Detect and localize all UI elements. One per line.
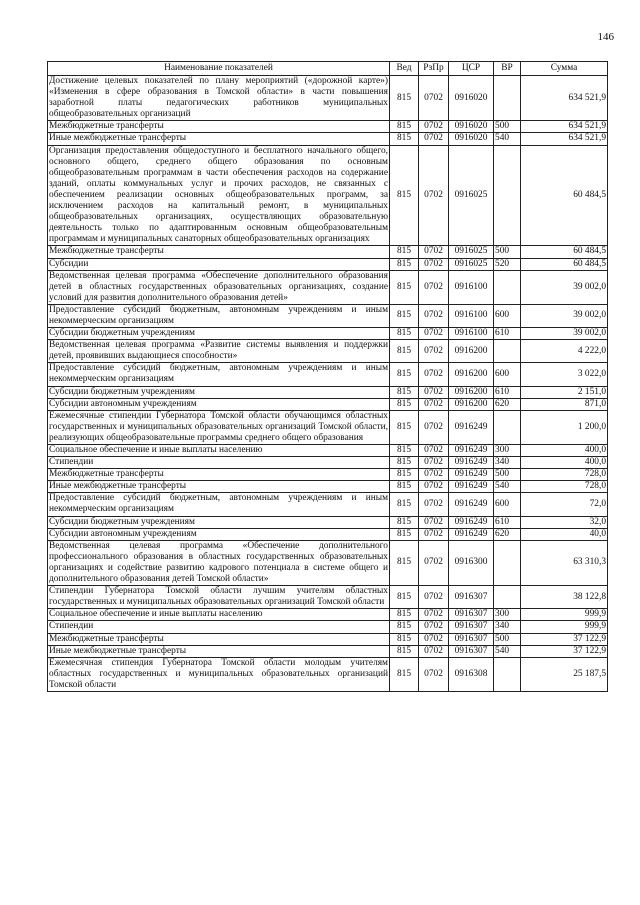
- cell-vr: 500: [494, 633, 521, 645]
- cell-name: Социальное обеспечение и иные выплаты населению: [48, 445, 390, 457]
- cell-sum: 32,0: [521, 516, 608, 528]
- cell-sum: 25 187,5: [521, 657, 608, 691]
- cell-ved: 815: [390, 540, 419, 585]
- cell-ved: 815: [390, 528, 419, 540]
- cell-csr: 0916020: [449, 133, 494, 145]
- cell-vr: [494, 410, 521, 444]
- cell-ved: 815: [390, 633, 419, 645]
- cell-name: Межбюджетные трансферты: [48, 633, 390, 645]
- cell-ved: 815: [390, 270, 419, 304]
- cell-ved: 815: [390, 469, 419, 481]
- cell-ved: 815: [390, 481, 419, 493]
- cell-ved: 815: [390, 609, 419, 621]
- cell-rzpr: 0702: [419, 270, 449, 304]
- cell-rzpr: 0702: [419, 133, 449, 145]
- cell-csr: 0916249: [449, 410, 494, 444]
- cell-name: Стипендии: [48, 621, 390, 633]
- cell-csr: 0916249: [449, 481, 494, 493]
- cell-vr: 610: [494, 328, 521, 340]
- cell-ved: 815: [390, 328, 419, 340]
- cell-name: Ежемесячная стипендия Губернатора Томской области молодым учителям областных государственных и муниципальных образовательных организаций Томской области: [49, 657, 388, 690]
- table-row: [48, 133, 608, 145]
- cell-sum: 3 022,0: [521, 363, 608, 386]
- cell-name: Иные межбюджетные трансферты: [48, 645, 390, 657]
- cell-sum: 38 122,8: [521, 586, 608, 609]
- cell-csr: 0916307: [449, 621, 494, 633]
- cell-rzpr: 0702: [419, 657, 449, 691]
- table-row: [48, 633, 608, 645]
- cell-vr: 340: [494, 621, 521, 633]
- table-row: [48, 516, 608, 528]
- cell-vr: [494, 270, 521, 304]
- cell-rzpr: 0702: [419, 609, 449, 621]
- header-csr: ЦСР: [449, 62, 494, 76]
- cell-name: Межбюджетные трансферты: [48, 246, 390, 258]
- table-row: [48, 410, 608, 444]
- cell-vr: [494, 340, 521, 363]
- cell-rzpr: 0702: [419, 469, 449, 481]
- cell-name: Ежемесячные стипендии Губернатора Томской области обучающимся областных государственных и муниципальных образовательных организаций Томской области, реализующих общеобразовательные программы среднего общего образования: [49, 410, 388, 443]
- cell-csr: 0916025: [449, 258, 494, 270]
- cell-sum: 60 484,5: [521, 258, 608, 270]
- cell-name: Ведомственная целевая программа «Развитие системы выявления и поддержки детей, проявивших выдающиеся способности»: [49, 340, 388, 362]
- header-ved: Вед: [390, 62, 419, 76]
- header-name: Наименование показателей: [48, 62, 390, 76]
- cell-vr: [494, 586, 521, 609]
- cell-ved: 815: [390, 121, 419, 133]
- cell-rzpr: 0702: [419, 528, 449, 540]
- cell-sum: 4 222,0: [521, 340, 608, 363]
- cell-csr: 0916249: [449, 516, 494, 528]
- cell-name: Субсидии: [48, 258, 390, 270]
- table-row: [48, 145, 608, 246]
- table-row: [48, 121, 608, 133]
- cell-vr: [494, 657, 521, 691]
- cell-csr: 0916200: [449, 398, 494, 410]
- cell-csr: 0916249: [449, 528, 494, 540]
- cell-rzpr: 0702: [419, 304, 449, 327]
- cell-ved: 815: [390, 657, 419, 691]
- table-row: [48, 493, 608, 516]
- cell-rzpr: 0702: [419, 246, 449, 258]
- cell-sum: 634 521,9: [521, 133, 608, 145]
- cell-ved: 815: [390, 246, 419, 258]
- cell-rzpr: 0702: [419, 328, 449, 340]
- table-row: [48, 621, 608, 633]
- cell-ved: 815: [390, 621, 419, 633]
- cell-ved: 815: [390, 145, 419, 246]
- cell-vr: 600: [494, 363, 521, 386]
- cell-ved: 815: [390, 445, 419, 457]
- cell-name: Стипендии: [48, 457, 390, 469]
- cell-sum: 63 310,3: [521, 540, 608, 585]
- cell-rzpr: 0702: [419, 516, 449, 528]
- cell-sum: 39 002,0: [521, 270, 608, 304]
- cell-name: Предоставление субсидий бюджетным, автономным учреждениям и иным некоммерческим организациям: [49, 304, 388, 326]
- cell-ved: 815: [390, 304, 419, 327]
- cell-vr: 300: [494, 609, 521, 621]
- header-rzpr: РзПр: [419, 62, 449, 76]
- table-row: [48, 528, 608, 540]
- cell-vr: 620: [494, 528, 521, 540]
- cell-csr: 0916307: [449, 609, 494, 621]
- cell-name: Межбюджетные трансферты: [48, 469, 390, 481]
- cell-csr: 0916249: [449, 445, 494, 457]
- cell-sum: 728,0: [521, 481, 608, 493]
- cell-rzpr: 0702: [419, 457, 449, 469]
- cell-name: Ведомственная целевая программа «Обеспечение дополнительного образования детей в областных государственных образовательных организациях, создание условий для развития дополнительного образования детей»: [49, 270, 388, 303]
- cell-ved: 815: [390, 586, 419, 609]
- cell-vr: 540: [494, 481, 521, 493]
- cell-csr: 0916100: [449, 270, 494, 304]
- cell-name: Субсидии бюджетным учреждениям: [48, 516, 390, 528]
- cell-rzpr: 0702: [419, 398, 449, 410]
- cell-ved: 815: [390, 645, 419, 657]
- cell-ved: 815: [390, 410, 419, 444]
- cell-rzpr: 0702: [419, 645, 449, 657]
- cell-vr: 600: [494, 493, 521, 516]
- cell-name: Социальное обеспечение и иные выплаты населению: [48, 609, 390, 621]
- cell-rzpr: 0702: [419, 386, 449, 398]
- cell-sum: 999,9: [521, 609, 608, 621]
- cell-name: Иные межбюджетные трансферты: [48, 133, 390, 145]
- table-row: [48, 457, 608, 469]
- cell-rzpr: 0702: [419, 145, 449, 246]
- cell-csr: 0916020: [449, 76, 494, 121]
- cell-sum: 37 122,9: [521, 633, 608, 645]
- cell-csr: 0916249: [449, 469, 494, 481]
- cell-rzpr: 0702: [419, 410, 449, 444]
- table-row: [48, 445, 608, 457]
- cell-rzpr: 0702: [419, 340, 449, 363]
- cell-rzpr: 0702: [419, 76, 449, 121]
- cell-ved: 815: [390, 386, 419, 398]
- cell-name: Предоставление субсидий бюджетным, автономным учреждениям и иным некоммерческим организациям: [49, 493, 388, 515]
- table-row: [48, 304, 608, 327]
- cell-vr: 520: [494, 258, 521, 270]
- cell-sum: 72,0: [521, 493, 608, 516]
- table-row: [48, 469, 608, 481]
- cell-rzpr: 0702: [419, 121, 449, 133]
- cell-rzpr: 0702: [419, 540, 449, 585]
- cell-rzpr: 0702: [419, 363, 449, 386]
- cell-vr: 610: [494, 386, 521, 398]
- cell-vr: 600: [494, 304, 521, 327]
- cell-csr: 0916200: [449, 340, 494, 363]
- cell-sum: 1 200,0: [521, 410, 608, 444]
- cell-csr: 0916307: [449, 633, 494, 645]
- cell-sum: 999,9: [521, 621, 608, 633]
- cell-rzpr: 0702: [419, 445, 449, 457]
- cell-name: Стипендии Губернатора Томской области лучшим учителям областных государственных и муниципальных образовательных организаций Томской области: [49, 586, 388, 608]
- cell-csr: 0916249: [449, 493, 494, 516]
- cell-csr: 0916100: [449, 304, 494, 327]
- cell-name: Организация предоставления общедоступного и бесплатного начального общего, основного общего, среднего общего образования по основным общеобразовательным программам в части обеспечения расходов на содержание зданий, оплаты коммунальных услуг и прочих расходов, не связанных с обеспечением реализации основных общеобразовательных программ, за исключением расходов на капитальный ремонт, в муниципальных общеобразовательных организациях, осуществляющих образовательную деятельность только по адаптированным основным общеобразовательным программам и муниципальных санаторных общеобразовательных организациях: [49, 145, 388, 245]
- cell-csr: 0916025: [449, 145, 494, 246]
- table-row: [48, 481, 608, 493]
- cell-rzpr: 0702: [419, 621, 449, 633]
- table-body: [48, 76, 608, 692]
- cell-csr: 0916020: [449, 121, 494, 133]
- cell-sum: 634 521,9: [521, 121, 608, 133]
- table-row: [48, 258, 608, 270]
- cell-sum: 400,0: [521, 445, 608, 457]
- cell-ved: 815: [390, 363, 419, 386]
- cell-rzpr: 0702: [419, 633, 449, 645]
- cell-rzpr: 0702: [419, 481, 449, 493]
- table-row: [48, 645, 608, 657]
- table-row: [48, 340, 608, 363]
- cell-rzpr: 0702: [419, 586, 449, 609]
- header-vr: ВР: [494, 62, 521, 76]
- cell-vr: [494, 540, 521, 585]
- cell-csr: 0916100: [449, 328, 494, 340]
- cell-csr: 0916200: [449, 386, 494, 398]
- table-row: [48, 657, 608, 691]
- cell-sum: 39 002,0: [521, 304, 608, 327]
- cell-name: Предоставление субсидий бюджетным, автономным учреждениям и иным некоммерческим организациям: [49, 363, 388, 385]
- cell-name: Субсидии автономным учреждениям: [48, 528, 390, 540]
- cell-csr: 0916307: [449, 586, 494, 609]
- cell-sum: 728,0: [521, 469, 608, 481]
- budget-table: [47, 61, 608, 692]
- cell-ved: 815: [390, 133, 419, 145]
- table-row: [48, 270, 608, 304]
- cell-ved: 815: [390, 493, 419, 516]
- table-row: [48, 586, 608, 609]
- table-row: [48, 246, 608, 258]
- cell-ved: 815: [390, 398, 419, 410]
- cell-csr: 0916308: [449, 657, 494, 691]
- table-row: [48, 363, 608, 386]
- cell-sum: 400,0: [521, 457, 608, 469]
- table-row: [48, 386, 608, 398]
- cell-vr: 340: [494, 457, 521, 469]
- cell-vr: [494, 76, 521, 121]
- cell-rzpr: 0702: [419, 258, 449, 270]
- table-row: [48, 328, 608, 340]
- table-row: [48, 540, 608, 585]
- cell-csr: 0916249: [449, 457, 494, 469]
- cell-csr: 0916300: [449, 540, 494, 585]
- cell-sum: 37 122,9: [521, 645, 608, 657]
- cell-sum: 60 484,5: [521, 145, 608, 246]
- cell-csr: 0916307: [449, 645, 494, 657]
- cell-name: Субсидии автономным учреждениям: [48, 398, 390, 410]
- cell-vr: 500: [494, 469, 521, 481]
- cell-name: Ведомственная целевая программа «Обеспечение дополнительного профессионального образования в областных государственных образовательных организациях и содействие развитию кадрового потенциала в системе общего и дополнительного образования детей Томской области»: [49, 540, 388, 585]
- table-header-row: [48, 62, 608, 76]
- cell-csr: 0916200: [449, 363, 494, 386]
- cell-name: Межбюджетные трансферты: [48, 121, 390, 133]
- cell-vr: [494, 145, 521, 246]
- cell-vr: 300: [494, 445, 521, 457]
- cell-vr: 500: [494, 121, 521, 133]
- header-sum: Сумма: [521, 62, 608, 76]
- cell-rzpr: 0702: [419, 493, 449, 516]
- cell-ved: 815: [390, 457, 419, 469]
- table-row: [48, 76, 608, 121]
- cell-sum: 871,0: [521, 398, 608, 410]
- cell-vr: 610: [494, 516, 521, 528]
- cell-name: Субсидии бюджетным учреждениям: [48, 386, 390, 398]
- cell-sum: 634 521,9: [521, 76, 608, 121]
- cell-ved: 815: [390, 516, 419, 528]
- page-number: 146: [597, 31, 614, 43]
- cell-ved: 815: [390, 340, 419, 363]
- cell-ved: 815: [390, 258, 419, 270]
- cell-sum: 2 151,0: [521, 386, 608, 398]
- cell-csr: 0916025: [449, 246, 494, 258]
- cell-vr: 620: [494, 398, 521, 410]
- cell-sum: 40,0: [521, 528, 608, 540]
- cell-name: Достижение целевых показателей по плану мероприятий («дорожной карте») «Изменения в сфере образования в Томской области» в части повышения заработной платы педагогических работников муниципальных общеобразовательных организаций: [49, 76, 388, 120]
- cell-vr: 500: [494, 246, 521, 258]
- cell-sum: 60 484,5: [521, 246, 608, 258]
- table-row: [48, 398, 608, 410]
- table-row: [48, 609, 608, 621]
- cell-sum: 39 002,0: [521, 328, 608, 340]
- cell-ved: 815: [390, 76, 419, 121]
- cell-name: Субсидии бюджетным учреждениям: [48, 328, 390, 340]
- cell-name: Иные межбюджетные трансферты: [48, 481, 390, 493]
- cell-vr: 540: [494, 133, 521, 145]
- cell-vr: 540: [494, 645, 521, 657]
